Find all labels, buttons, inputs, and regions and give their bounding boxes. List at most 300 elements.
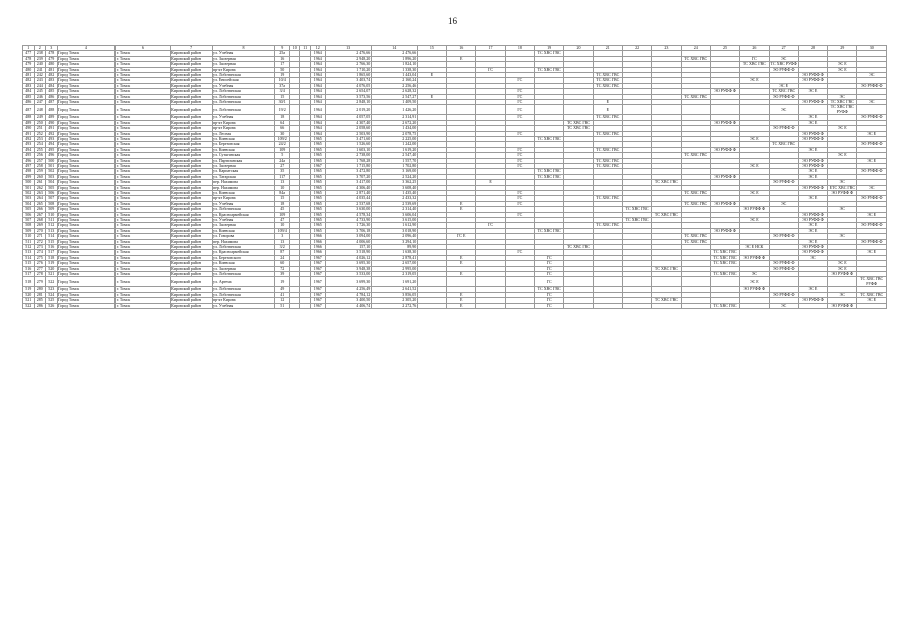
- cell-n3: 482: [46, 73, 58, 78]
- cell-year: 1964: [310, 126, 325, 131]
- cell-town: г. Томск: [116, 158, 170, 163]
- cell-n3: 520: [46, 266, 58, 271]
- housing-register-table: [22, 45, 887, 309]
- cell-house: 24а: [275, 158, 290, 163]
- cell-c16: Е: [447, 201, 476, 206]
- cell-area2: 89,90: [371, 245, 417, 250]
- column-number-6: 6: [116, 46, 170, 51]
- column-number-21: 21: [593, 46, 622, 51]
- cell-city: Город Томск: [57, 261, 115, 266]
- cell-town: г. Томск: [116, 174, 170, 179]
- cell-year: 1964: [310, 94, 325, 99]
- cell-area1: 4 006,60: [325, 239, 371, 244]
- cell-c19: ТС ХВС ГВС: [535, 136, 564, 141]
- cell-c30: ЭС: [857, 185, 887, 190]
- cell-n2: 251: [34, 126, 46, 131]
- cell-c24: ТС ХВС ГВС: [681, 56, 710, 61]
- cell-street: ул. Партизанская: [212, 158, 275, 163]
- cell-year: 1967: [310, 292, 325, 297]
- cell-n3: 496: [46, 153, 58, 158]
- cell-n2: 273: [34, 245, 46, 250]
- cell-n3: 479: [46, 56, 58, 61]
- cell-city: Город Томск: [57, 169, 115, 174]
- cell-town: г. Томск: [116, 292, 170, 297]
- cell-district: Кировский район: [170, 153, 212, 158]
- cell-house: 3/2: [275, 245, 290, 250]
- cell-n3: 505: [46, 185, 58, 190]
- cell-area1: 1 715,80: [325, 163, 371, 168]
- cell-town: г. Томск: [116, 51, 170, 56]
- cell-c16: Е: [447, 207, 476, 212]
- cell-c16: [447, 105, 476, 115]
- cell-n1: 506: [23, 212, 35, 217]
- column-number-16: 16: [447, 46, 476, 51]
- cell-city: Город Томск: [57, 105, 115, 115]
- cell-c30: ЭС Е: [857, 212, 887, 217]
- cell-district: Кировский район: [170, 89, 212, 94]
- cell-n1: 491: [23, 131, 35, 136]
- cell-c18: ГС: [505, 153, 534, 158]
- cell-street: ул. Артема: [212, 277, 275, 287]
- cell-n1: 518: [23, 277, 35, 287]
- cell-year: 1967: [310, 287, 325, 292]
- cell-n1: 505: [23, 207, 35, 212]
- cell-n1: 516: [23, 266, 35, 271]
- cell-city: Город Томск: [57, 131, 115, 136]
- column-number-20: 20: [564, 46, 593, 51]
- cell-area2: 1 242,00: [371, 142, 417, 147]
- cell-house: 18: [275, 115, 290, 120]
- cell-city: Город Томск: [57, 51, 115, 56]
- cell-c30: ЭС Е: [857, 250, 887, 255]
- cell-c21: [593, 277, 622, 287]
- cell-street: пер. Нахимова: [212, 185, 275, 190]
- cell-town: г. Томск: [116, 180, 170, 185]
- cell-n2: 255: [34, 147, 46, 152]
- cell-street: ул. Лоботинская: [212, 105, 275, 115]
- cell-street: ул. Учебная: [212, 218, 275, 223]
- cell-c19: ГС: [535, 261, 564, 266]
- cell-c19: ТС ХВС ГВС: [535, 228, 564, 233]
- cell-district: Кировский район: [170, 292, 212, 297]
- column-number-2: 2: [34, 46, 46, 51]
- cell-c25: ЭО РУФФ Ф: [710, 201, 739, 206]
- cell-house: 5: [275, 153, 290, 158]
- cell-c26: [740, 105, 769, 115]
- cell-c29: ЭС Е: [828, 62, 857, 67]
- cell-town: г. Томск: [116, 83, 170, 88]
- cell-street: ул. Енисейская: [212, 78, 275, 83]
- cell-district: Кировский район: [170, 131, 212, 136]
- cell-area1: 3 706,18: [325, 228, 371, 233]
- cell-district: Кировский район: [170, 196, 212, 201]
- cell-n2: 238: [34, 51, 46, 56]
- cell-year: 1964: [310, 115, 325, 120]
- cell-city: Город Томск: [57, 67, 115, 72]
- cell-area1: 2 019,20: [325, 105, 371, 115]
- cell-c19: ГС: [535, 266, 564, 271]
- cell-area1: 2 766,30: [325, 62, 371, 67]
- cell-n1: 498: [23, 169, 35, 174]
- cell-town: г. Томск: [116, 73, 170, 78]
- cell-district: Кировский район: [170, 212, 212, 217]
- cell-year: 1965: [310, 190, 325, 195]
- cell-area1: 157,10: [325, 245, 371, 250]
- cell-n3: 495: [46, 147, 58, 152]
- cell-c18: ГС: [505, 115, 534, 120]
- cell-town: г. Томск: [116, 239, 170, 244]
- cell-house: 27: [275, 163, 290, 168]
- cell-n2: 252: [34, 131, 46, 136]
- cell-house: 24: [275, 255, 290, 260]
- cell-town: г. Томск: [116, 185, 170, 190]
- cell-year: 1966: [310, 239, 325, 244]
- cell-c19: ГС: [535, 298, 564, 303]
- cell-n3: 487: [46, 100, 58, 105]
- cell-c30: ЭО РУФФ Ф: [857, 83, 887, 88]
- cell-house: 66: [275, 126, 290, 131]
- page-number: 16: [448, 16, 457, 26]
- cell-area2: 3 856,05: [371, 292, 417, 297]
- cell-street: ул. Лоботинская: [212, 89, 275, 94]
- cell-c28: ЭО РУФФ Ф: [798, 250, 827, 255]
- cell-c28: ЭС Е: [798, 196, 827, 201]
- cell-area2: 1 443,04: [371, 73, 417, 78]
- cell-area1: 1 768,28: [325, 158, 371, 163]
- cell-street: ул. Лоботинская: [212, 73, 275, 78]
- cell-district: Кировский район: [170, 147, 212, 152]
- cell-c28: ЭС Е: [798, 89, 827, 94]
- cell-c30: ЭО РУФФ Ф: [857, 239, 887, 244]
- cell-n2: 286: [34, 303, 46, 308]
- cell-city: Город Томск: [57, 136, 115, 141]
- cell-area1: 4 406,74: [325, 303, 371, 308]
- cell-year: 1965: [310, 136, 325, 141]
- cell-empty: [300, 303, 310, 308]
- cell-n3: 525: [46, 298, 58, 303]
- cell-area2: 1 434,00: [371, 126, 417, 131]
- cell-c27: ЭО РУФФ Ф: [769, 126, 798, 131]
- table-row: [23, 277, 887, 287]
- cell-area1: 4 578,34: [325, 212, 371, 217]
- cell-street: ул. Красноармейская: [212, 212, 275, 217]
- cell-c26: [740, 303, 769, 308]
- cell-area2: 2 305,20: [371, 298, 417, 303]
- cell-city: Город Томск: [57, 174, 115, 179]
- cell-n3: 513: [46, 228, 58, 233]
- cell-c27: ЭС: [769, 201, 798, 206]
- cell-n3: 515: [46, 239, 58, 244]
- cell-n1: 512: [23, 245, 35, 250]
- cell-c24: ТС ХВС ГВС: [681, 153, 710, 158]
- cell-c22: [622, 303, 651, 308]
- cell-district: Кировский район: [170, 115, 212, 120]
- cell-house: 10: [275, 185, 290, 190]
- cell-c28: ЭС Е: [798, 174, 827, 179]
- cell-c30: [857, 303, 887, 308]
- cell-district: Кировский район: [170, 287, 212, 292]
- cell-c28: ЭС: [798, 255, 827, 260]
- cell-n2: 268: [34, 218, 46, 223]
- cell-house: 37а: [275, 83, 290, 88]
- cell-house: 87: [275, 250, 290, 255]
- cell-district: Кировский район: [170, 73, 212, 78]
- cell-n1: 488: [23, 115, 35, 120]
- cell-n2: 259: [34, 169, 46, 174]
- column-number-13: 13: [325, 46, 371, 51]
- cell-n3: 521: [46, 272, 58, 277]
- cell-district: Кировский район: [170, 218, 212, 223]
- column-number-14: 14: [371, 46, 417, 51]
- cell-street: ул. Заозерная: [212, 62, 275, 67]
- cell-n3: 512: [46, 223, 58, 228]
- cell-c19: ТС ХВС ГВС: [535, 51, 564, 56]
- cell-town: г. Томск: [116, 169, 170, 174]
- cell-year: 1966: [310, 250, 325, 255]
- cell-city: Город Томск: [57, 100, 115, 105]
- cell-c25: ТС ХВС ГВС: [710, 255, 739, 260]
- cell-area1: 4 256,49: [325, 287, 371, 292]
- cell-city: Город Томск: [57, 218, 115, 223]
- cell-n1: 479: [23, 62, 35, 67]
- cell-area1: 4 307,40: [325, 120, 371, 125]
- cell-house: 19/2: [275, 105, 290, 115]
- column-number-18: 18: [505, 46, 534, 51]
- cell-district: Кировский район: [170, 62, 212, 67]
- cell-c18: ГС: [505, 250, 534, 255]
- cell-year: 1965: [310, 223, 325, 228]
- cell-district: Кировский район: [170, 303, 212, 308]
- cell-street: ул. Лоботинская: [212, 287, 275, 292]
- cell-city: Город Томск: [57, 277, 115, 287]
- cell-n2: 266: [34, 207, 46, 212]
- cell-area1: 2 503,90: [325, 131, 371, 136]
- cell-street: пр-кт Кирова: [212, 67, 275, 72]
- cell-town: г. Томск: [116, 126, 170, 131]
- cell-c30: ЭС Е: [857, 158, 887, 163]
- cell-area1: 4 784,12: [325, 292, 371, 297]
- cell-n3: 509: [46, 207, 58, 212]
- cell-area1: 3 533,00: [325, 272, 371, 277]
- cell-n2: 241: [34, 67, 46, 72]
- cell-area1: 2 654,07: [325, 89, 371, 94]
- cell-year: 1964: [310, 67, 325, 72]
- table-body: [23, 51, 887, 309]
- cell-city: Город Томск: [57, 196, 115, 201]
- cell-city: Город Томск: [57, 266, 115, 271]
- cell-house: 117: [275, 174, 290, 179]
- column-number-17: 17: [476, 46, 505, 51]
- cell-house: 109/4: [275, 228, 290, 233]
- column-number-28: 28: [798, 46, 827, 51]
- cell-street: ул. Учебная: [212, 83, 275, 88]
- cell-n3: 490: [46, 120, 58, 125]
- cell-n1: 521: [23, 298, 35, 303]
- cell-c28: ЭО РУФФ Ф: [798, 158, 827, 163]
- cell-n3: 481: [46, 67, 58, 72]
- cell-c15: [417, 105, 446, 115]
- cell-year: 1965: [310, 212, 325, 217]
- cell-area2: 3 606,04: [371, 212, 417, 217]
- cell-n3: 493: [46, 136, 58, 141]
- cell-house: 60: [275, 261, 290, 266]
- cell-area2: 2 547,27: [371, 94, 417, 99]
- cell-n1: 517: [23, 272, 35, 277]
- cell-city: Город Томск: [57, 120, 115, 125]
- cell-house: 50: [275, 67, 290, 72]
- cell-area1: 1 603,10: [325, 147, 371, 152]
- cell-n1: 489: [23, 120, 35, 125]
- cell-house: 10/4: [275, 78, 290, 83]
- cell-district: Кировский район: [170, 126, 212, 131]
- cell-c19: ТС ХВС ГВС: [535, 287, 564, 292]
- cell-street: ул. Татарская: [212, 174, 275, 179]
- cell-c26: ЭС Е: [740, 163, 769, 168]
- cell-n3: 486: [46, 94, 58, 99]
- cell-area1: 2 058,60: [325, 126, 371, 131]
- cell-c25: ЭО РУФФ Ф: [710, 120, 739, 125]
- cell-area1: 2 948,20: [325, 56, 371, 61]
- cell-c30: ЭО РУФФ Ф: [857, 223, 887, 228]
- cell-house: 64: [275, 120, 290, 125]
- cell-city: Город Томск: [57, 62, 115, 67]
- cell-year: 1967: [310, 261, 325, 266]
- cell-area1: 2 871,40: [325, 190, 371, 195]
- cell-area1: 3 707,20: [325, 174, 371, 179]
- cell-c21: ТС ХВС ГВС: [593, 73, 622, 78]
- cell-year: 1964: [310, 83, 325, 88]
- cell-district: Кировский район: [170, 67, 212, 72]
- cell-town: г. Томск: [116, 201, 170, 206]
- cell-c23: ТС ХВС ГВС: [652, 298, 681, 303]
- cell-area2: 1 638,30: [371, 250, 417, 255]
- cell-area2: 2 539,69: [371, 201, 417, 206]
- cell-c28: ЭО РУФФ Ф: [798, 100, 827, 105]
- cell-area2: 2 524,20: [371, 174, 417, 179]
- cell-area2: 2 672,20: [371, 120, 417, 125]
- cell-c28: ЭО РУФФ Ф: [798, 245, 827, 250]
- cell-area1: 2 476,66: [325, 51, 371, 56]
- cell-c25: ЭО РУФФ Ф: [710, 89, 739, 94]
- cell-n1: 487: [23, 105, 35, 115]
- cell-c28: ЭС Е: [798, 115, 827, 120]
- cell-year: 1967: [310, 298, 325, 303]
- cell-c23: [652, 303, 681, 308]
- cell-house: 19: [275, 73, 290, 78]
- cell-n2: 260: [34, 174, 46, 179]
- cell-c26: ТС ХВС ГВС: [740, 62, 769, 67]
- cell-area2: 1 435,40: [371, 190, 417, 195]
- column-number-27: 27: [769, 46, 798, 51]
- cell-n3: 492: [46, 131, 58, 136]
- cell-c28: ЭО РУФФ Ф: [798, 78, 827, 83]
- cell-c25: ЭО РУФФ Ф: [710, 174, 739, 179]
- cell-empty: [290, 303, 300, 308]
- cell-c18: ГС: [505, 190, 534, 195]
- cell-n3: 480: [46, 62, 58, 67]
- cell-house: 72: [275, 266, 290, 271]
- cell-c21: ТС ХВС ГВС: [593, 115, 622, 120]
- cell-c15: [417, 303, 446, 308]
- cell-city: Город Томск: [57, 73, 115, 78]
- cell-n3: 494: [46, 142, 58, 147]
- cell-house: 84а: [275, 190, 290, 195]
- cell-n2: 249: [34, 115, 46, 120]
- cell-area2: 1 612,90: [371, 223, 417, 228]
- cell-area2: 2 657,00: [371, 261, 417, 266]
- cell-c28: ЭС Е: [798, 228, 827, 233]
- column-number-12: 12: [310, 46, 325, 51]
- cell-n2: 248: [34, 105, 46, 115]
- cell-c27: ЭО РУФФ Ф: [769, 261, 798, 266]
- cell-year: 1965: [310, 153, 325, 158]
- cell-n1: 509: [23, 228, 35, 233]
- cell-area2: 2 314,40: [371, 207, 417, 212]
- cell-n3: 522: [46, 277, 58, 287]
- cell-street: ул. Березовского: [212, 255, 275, 260]
- cell-n3: 507: [46, 196, 58, 201]
- cell-area1: 2 848,10: [325, 100, 371, 105]
- cell-town: г. Томск: [116, 136, 170, 141]
- cell-n1: 508: [23, 223, 35, 228]
- cell-city: Город Томск: [57, 239, 115, 244]
- cell-district: Кировский район: [170, 239, 212, 244]
- cell-house: 30/1: [275, 100, 290, 105]
- cell-house: 13: [275, 239, 290, 244]
- cell-town: г. Томск: [116, 228, 170, 233]
- cell-town: г. Томск: [116, 303, 170, 308]
- column-number-30: 30: [857, 46, 887, 51]
- cell-n3: 510: [46, 212, 58, 217]
- cell-street: пр-кт Кирова: [212, 120, 275, 125]
- cell-n3: 483: [46, 78, 58, 83]
- cell-n3: 511: [46, 218, 58, 223]
- cell-c27: ЭС: [769, 303, 798, 308]
- cell-c28: ЭО РУФФ Ф: [798, 163, 827, 168]
- cell-area2: 2 433,32: [371, 196, 417, 201]
- cell-year: 1965: [310, 185, 325, 190]
- cell-c17: ГС: [476, 67, 505, 72]
- cell-year: 1966: [310, 245, 325, 250]
- cell-area2: 2 641,52: [371, 287, 417, 292]
- cell-n3: 501: [46, 163, 58, 168]
- cell-c19: ГС: [535, 272, 564, 277]
- cell-c28: [798, 105, 827, 115]
- cell-c27: ЭО РУФФ Ф: [769, 292, 798, 297]
- cell-c28: ЭС Е: [798, 239, 827, 244]
- cell-city: Город Томск: [57, 245, 115, 250]
- cell-n1: 513: [23, 250, 35, 255]
- cell-c26: ЭО РУФФ Ф: [740, 255, 769, 260]
- cell-area1: 3 417,00: [325, 180, 371, 185]
- cell-year: 1965: [310, 196, 325, 201]
- cell-house: 25а: [275, 51, 290, 56]
- cell-c26: ЭС Е: [740, 78, 769, 83]
- cell-c29: ЕТС ХВС ГВС: [829, 185, 856, 190]
- cell-n2: 244: [34, 83, 46, 88]
- cell-house: 51: [275, 303, 290, 308]
- cell-year: 1965: [310, 147, 325, 152]
- cell-year: 1966: [310, 234, 325, 239]
- cell-town: г. Томск: [116, 255, 170, 260]
- cell-area1: 2 738,00: [325, 153, 371, 158]
- cell-year: 1964: [310, 73, 325, 78]
- cell-n2: 256: [34, 153, 46, 158]
- cell-n3: 514: [46, 234, 58, 239]
- cell-n3: 485: [46, 89, 58, 94]
- cell-area2: 3 294,10: [371, 239, 417, 244]
- cell-street: ул. Заозерная: [212, 223, 275, 228]
